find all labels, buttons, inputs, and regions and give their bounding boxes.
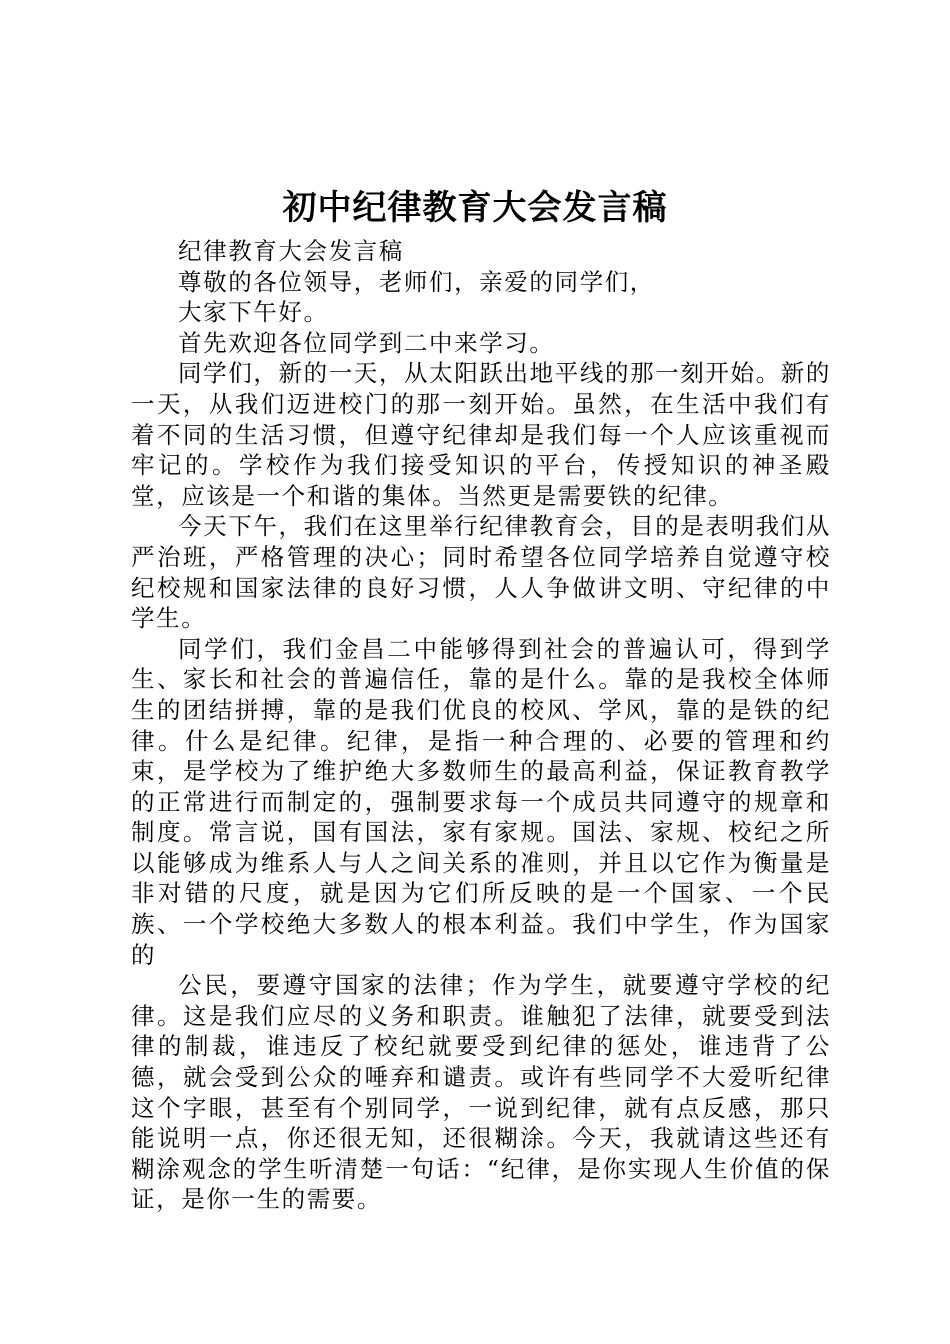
paragraph-subtitle: 纪律教育大会发言稿 [178, 237, 404, 265]
paragraph-salutation: 尊敬的各位领导，老师们，亲爱的同学们， [178, 267, 655, 296]
paragraph-greeting: 大家下午好。 [178, 298, 329, 327]
paragraph-purpose: 今天下午，我们在这里举行纪律教育会，目的是表明我们从严治班，严格管理的决心；同时希望各位同学培养自觉遵守校纪校规和国家法律的良好习惯，人人争做讲文明、守纪律的中学生。 [131, 512, 831, 633]
paragraph-new-day: 同学们，新的一天，从太阳跃出地平线的那一刻开始。新的一天，从我们迈进校门的那一刻开始。虽然，在生活中我们有着不同的生活习惯，但遵守纪律却是我们每一个人应该重视而牢记的。学校作为我们接受知识的平台，传授知识的神圣殿堂，应该是一个和谐的集体。当然更是需要铁的纪律。 [131, 359, 831, 510]
document-title: 初中纪律教育大会发言稿 [282, 188, 668, 228]
paragraph-citizens: 公民，要遵守国家的法律；作为学生，就要遵守学校的纪律。这是我们应尽的义务和职责。谁触犯了法律，就要受到法律的制裁，谁违反了校纪就要受到纪律的惩处，谁违背了公德，就会受到公众的唾弃和谴责。或许有些同学不大爱听纪律这个字眼，甚至有个别同学，一说到纪律，就有点反感，那只能说明一点，你还很无知，还很糊涂。今天，我就请这些还有糊涂观念的学生听清楚一句话：“纪律，是你实现人生价值的保证，是你一生的需要。 [131, 971, 831, 1214]
document-body [131, 236, 831, 1215]
paragraph-welcome: 首先欢迎各位同学到二中来学习。 [178, 328, 555, 357]
paragraph-what-is-discipline: 同学们，我们金昌二中能够得到社会的普遍认可，得到学生、家长和社会的普遍信任，靠的是什么。靠的是我校全体师生的团结拼搏，靠的是我们优良的校风、学风，靠的是铁的纪律。什么是纪律。纪律，是指一种合理的、必要的管理和约束，是学校为了维护绝大多数师生的最高利益，保证教育教学的正常进行而制定的，强制要求每一个成员共同遵守的规章和制度。常言说，国有国法，家有家规。国法、家规、校纪之所以能够成为维系人与人之间关系的准则，并且以它作为衡量是非对错的尺度，就是因为它们所反映的是一个国家、一个民族、一个学校绝大多数人的根本利益。我们中学生，作为国家的 [131, 634, 831, 969]
